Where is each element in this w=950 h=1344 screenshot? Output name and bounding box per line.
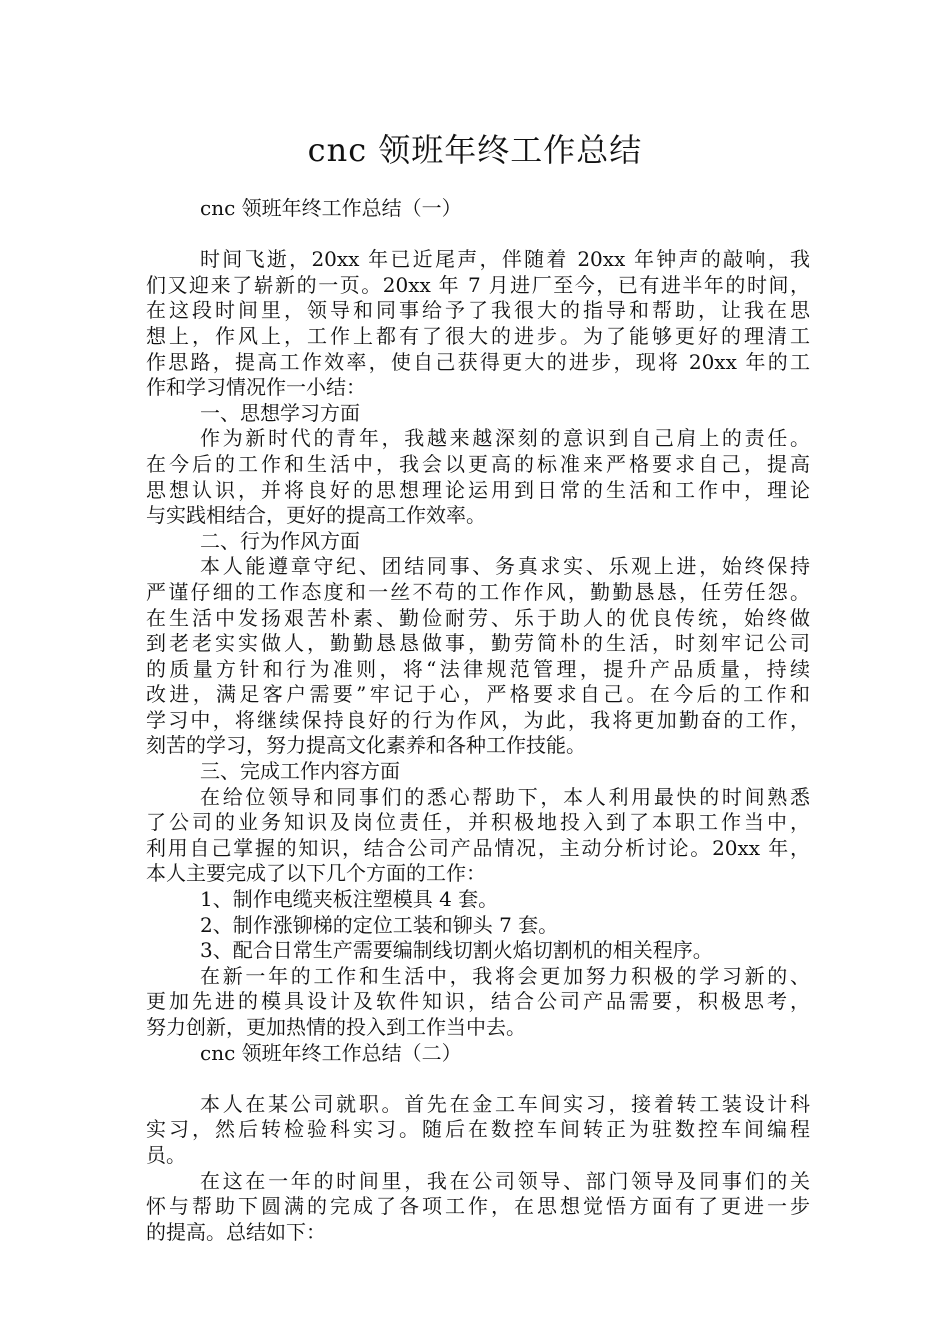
blank-line [146, 1066, 810, 1092]
text-line: 了公司的业务知识及岗位责任，并积极地投入到了本职工作当中， [146, 810, 810, 835]
text-line: 时间飞逝，20xx 年已近尾声，伴随着 20xx 年钟声的敲响，我 [200, 247, 810, 272]
text-line: 作和学习情况作一小结： [146, 375, 366, 400]
text-line: 在新一年的工作和生活中，我将会更加努力积极的学习新的、 [200, 963, 810, 988]
text-line: 员。 [146, 1142, 186, 1167]
text-line: 3、配合日常生产需要编制线切割火焰切割机的相关程序。 [200, 938, 713, 963]
text-line: 的质量方针和行为准则，将“法律规范管理，提升产品质量，持续 [146, 656, 810, 681]
text-line: 更加先进的模具设计及软件知识，结合公司产品需要，积极思考， [146, 989, 810, 1014]
text-line: 想上，作风上，工作上都有了很大的进步。为了能够更好的理清工 [146, 323, 810, 348]
text-line: 三、完成工作内容方面 [200, 759, 400, 784]
text-line: 的提高。总结如下： [146, 1219, 326, 1244]
text-line: 努力创新，更加热情的投入到工作当中去。 [146, 1015, 526, 1039]
text-line: 思想认识，并将良好的思想理论运用到日常的生活和工作中，理论 [146, 477, 810, 502]
text-line: cnc 领班年终工作总结（二） [200, 1040, 462, 1065]
text-line: 二、行为作风方面 [200, 528, 360, 553]
text-line: 严谨仔细的工作态度和一丝不苟的工作作风，勤勤恳恳，任劳任怨。 [146, 579, 810, 604]
text-line: 在这在一年的时间里，我在公司领导、部门领导及同事们的关 [200, 1168, 810, 1193]
document-title: cnc 领班年终工作总结 [307, 131, 643, 169]
text-line: 本人主要完成了以下几个方面的工作： [146, 861, 486, 886]
text-line: 2、制作涨铆梯的定位工装和铆头 7 套。 [200, 912, 559, 937]
text-line: 在今后的工作和生活中，我会以更高的标准来严格要求自己，提高 [146, 451, 810, 476]
text-line: 改进，满足客户需要”牢记于心，严格要求自己。在今后的工作和 [146, 682, 810, 707]
blank-line [146, 222, 810, 248]
document-body [146, 196, 810, 1245]
text-line: 作思路，提高工作效率，使自己获得更大的进步，现将 20xx 年的工 [146, 349, 810, 374]
text-line: 在生活中发扬艰苦朴素、勤俭耐劳、乐于助人的优良传统，始终做 [146, 605, 810, 630]
text-line: 1、制作电缆夹板注塑模具 4 套。 [200, 887, 499, 912]
text-line: 与实践相结合，更好的提高工作效率。 [146, 503, 486, 528]
text-line: 们又迎来了崭新的一页。20xx 年 7 月进厂至今，已有进半年的时间， [146, 272, 810, 297]
text-line: 怀与帮助下圆满的完成了各项工作，在思想觉悟方面有了更进一步 [146, 1194, 810, 1219]
text-line: 实习，然后转检验科实习。随后在数控车间转正为驻数控车间编程 [146, 1117, 810, 1142]
text-line: 本人在某公司就职。首先在金工车间实习，接着转工装设计科 [200, 1091, 810, 1116]
text-line: cnc 领班年终工作总结（一） [200, 196, 462, 220]
text-line: 到老老实实做人，勤勤恳恳做事，勤劳简朴的生活，时刻牢记公司 [146, 631, 810, 656]
text-line: 本人能遵章守纪、团结同事、务真求实、乐观上进，始终保持 [200, 554, 810, 579]
text-line: 作为新时代的青年，我越来越深刻的意识到自己肩上的责任。 [200, 426, 810, 451]
text-line: 利用自己掌握的知识，结合公司产品情况，主动分析讨论。20xx 年， [146, 835, 810, 860]
text-line: 学习中，将继续保持良好的行为作风，为此，我将更加勤奋的工作， [146, 707, 810, 732]
text-line: 在这段时间里，领导和同事给予了我很大的指导和帮助，让我在思 [146, 298, 810, 323]
text-line: 在给位领导和同事们的悉心帮助下，本人利用最快的时间熟悉 [200, 784, 810, 809]
text-line: 刻苦的学习，努力提高文化素养和各种工作技能。 [146, 733, 586, 758]
text-line: 一、思想学习方面 [200, 400, 360, 425]
